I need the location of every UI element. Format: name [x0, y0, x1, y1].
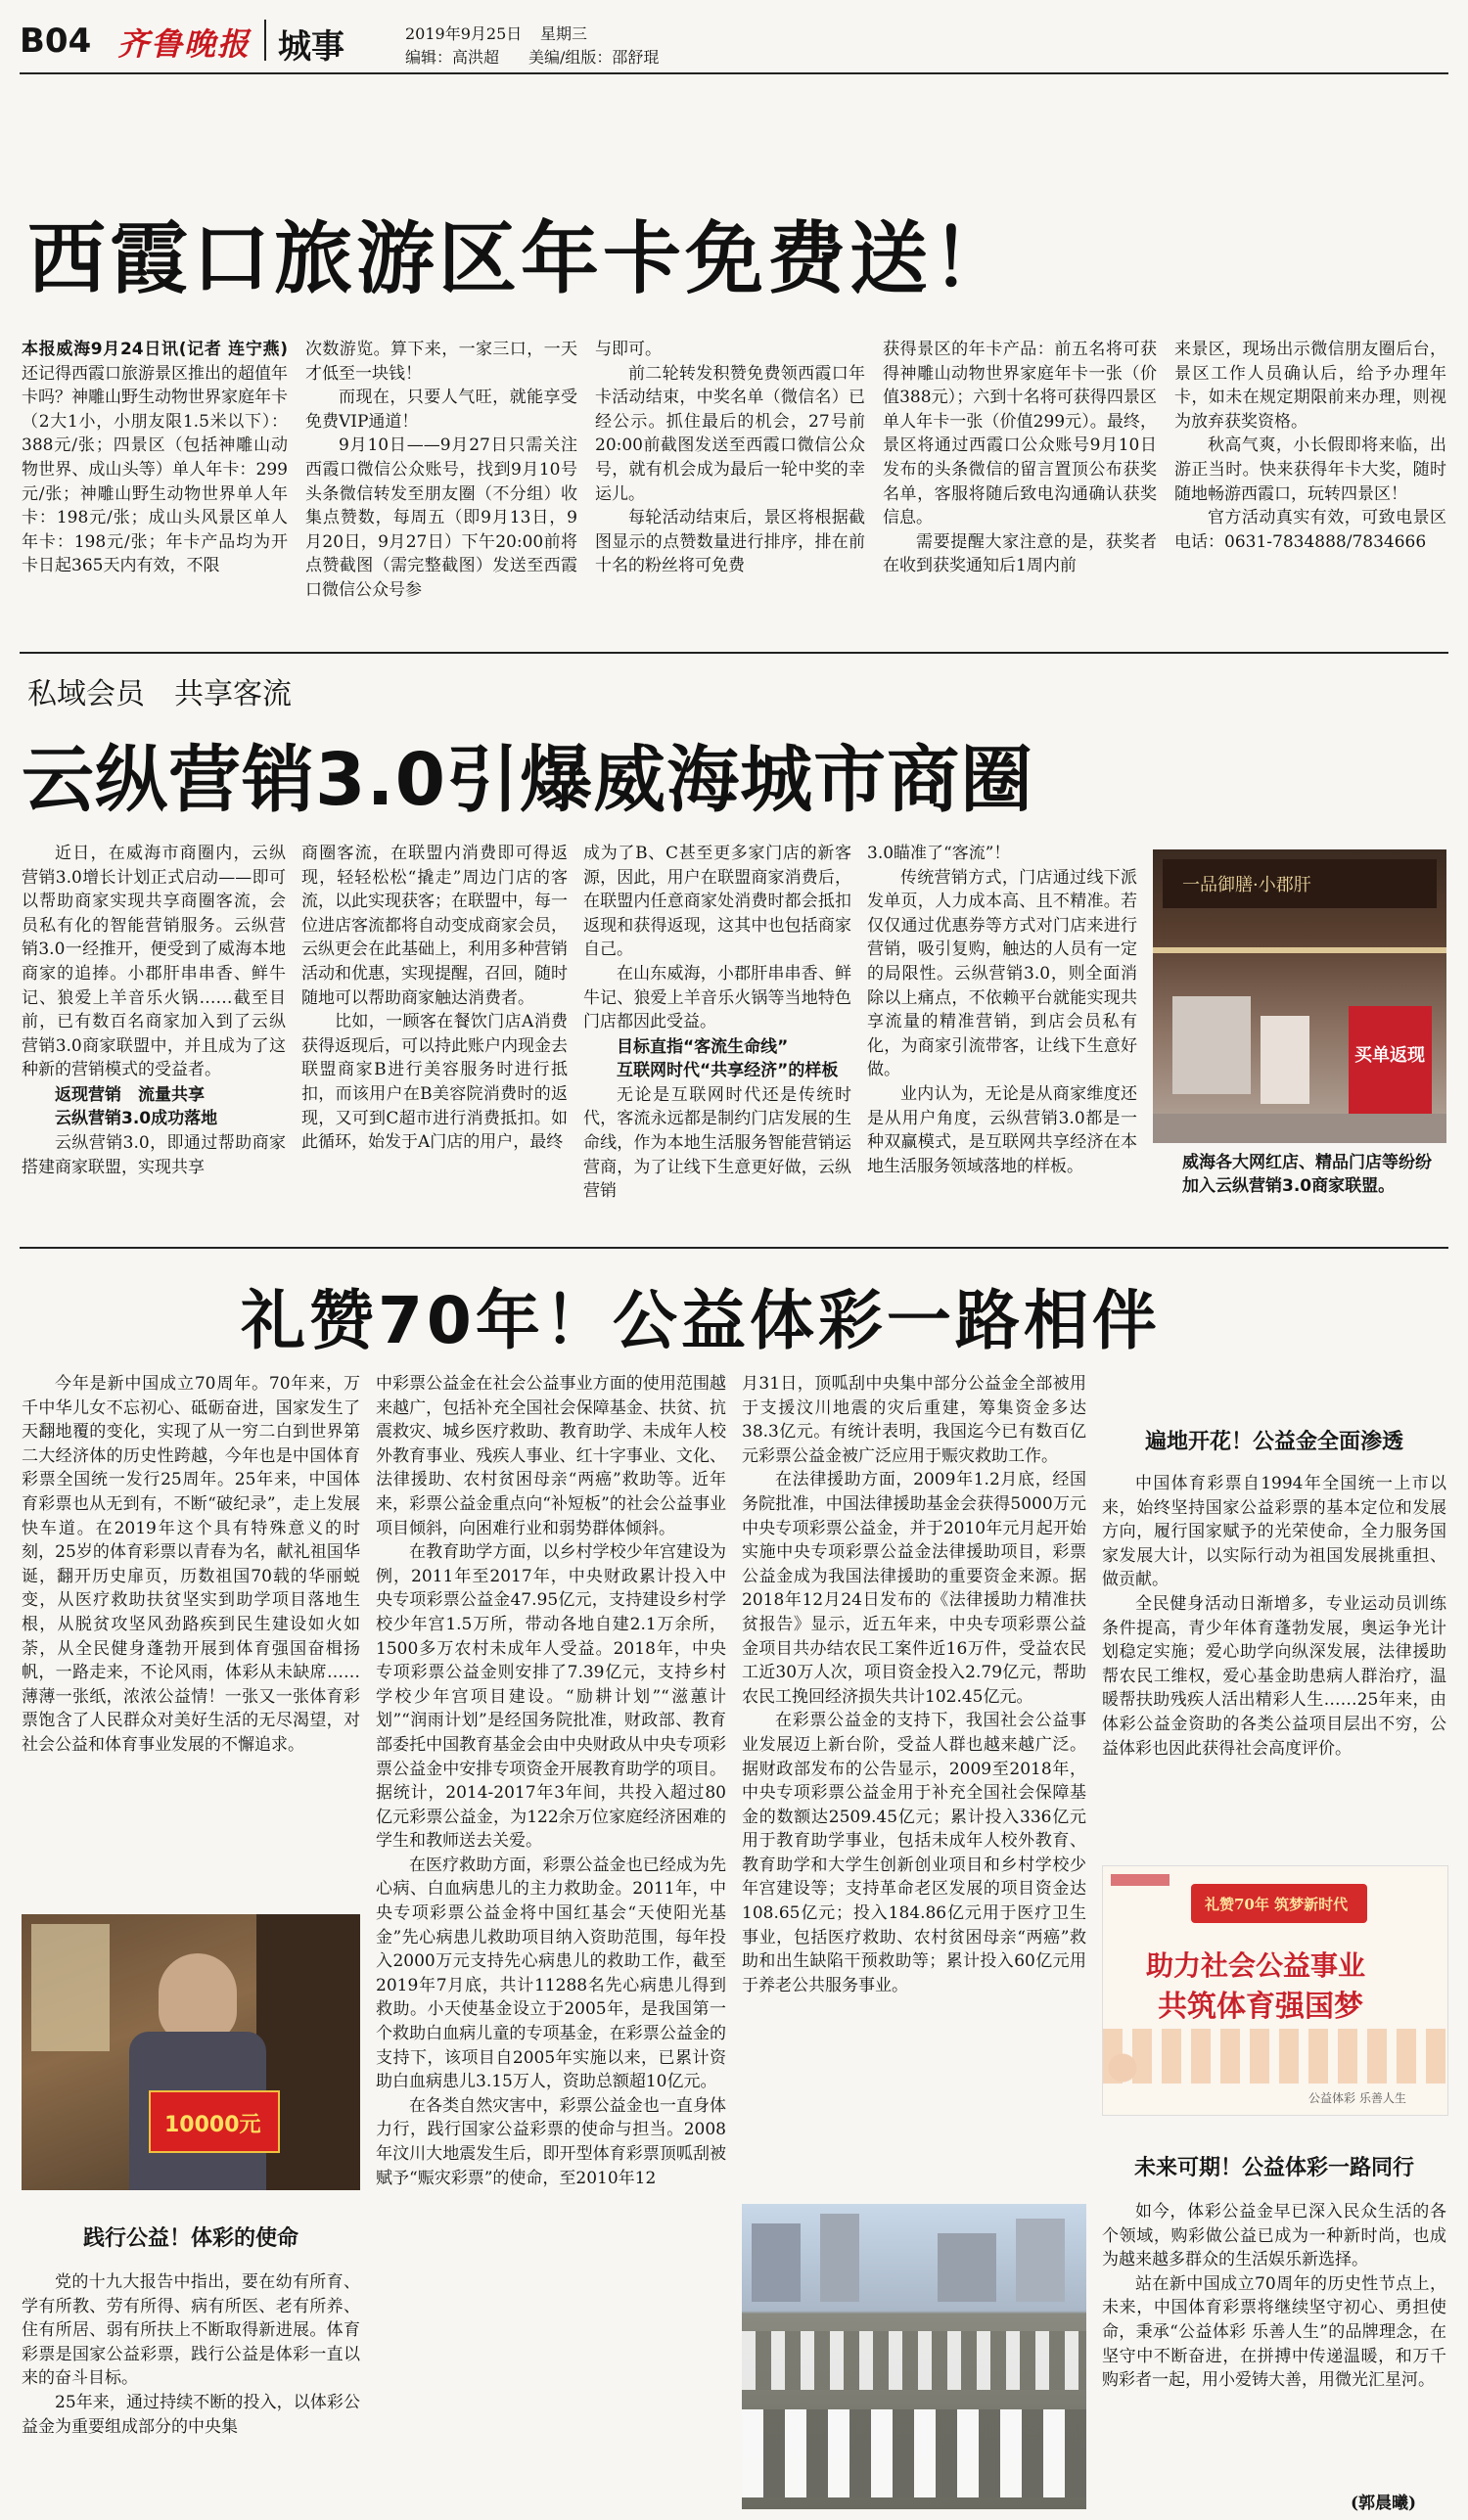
article1-headline: 西霞口旅游区年卡免费送！: [27, 213, 1014, 304]
article1-column-5: [1174, 338, 1446, 607]
article3-subhead-3: 未来可期！公益体彩一路同行: [1133, 2156, 1414, 2180]
article2-headline: 云纵营销3.0引爆威海城市商圈: [22, 738, 1034, 822]
article1-text: 来景区，现场出示微信朋友圈后台，景区工作人员确认后，给予办理年卡，如未在规定期限前来办理，则视为放弃获奖资格。: [1174, 340, 1446, 432]
section-name: 城事: [278, 27, 344, 67]
article2-text: 近日，在威海市商圈内，云纵营销3.0增长计划正式启动——即可以帮助商家实现共享商圈客流，会员私有化的智能营销服务。云纵营销3.0一经推开，便受到了威海本地商家的追捧。小郡肝串串香、鲜牛记、狼爱上羊音乐火锅……截至目前，已有数百名商家加入到了云纵营销3.0商家联盟中，并且成为了这种新的营销模式的受益者。: [22, 844, 286, 1080]
article2-text: 传统营销方式，门店通过线下派发单页，人力成本高、且不精准。若仅仅通过优惠券等方式对门店来进行营销，吸引复购，触达的人员有一定的局限性。云纵营销3.0，则全面消除以上痛点，不依赖平台就能实现共享流量的精准营销，到店会员私有化，为商家引流带客，让线下生意好做。: [867, 867, 1137, 1080]
article2-subhead: 返现营销 流量共享: [55, 1084, 205, 1105]
paper-logo: 齐鲁晚报: [117, 25, 252, 63]
issue-date: 2019年9月25日: [405, 24, 523, 43]
article2-text: 比如，一顾客在餐饮门店A消费获得返现后，可以持此账户内现金去联盟商家B进行美容服务时进行抵扣，而该用户在B美容院消费时的返现，又可到C超市进行消费抵扣。如此循环，始发于A门店的用户，最终: [301, 1012, 568, 1153]
article1-text: 还记得西霞口旅游景区推出的超值年卡吗？神雕山野生动物世界家庭年卡（2大1小，小朋友限1.5米以下）：388元/张；四景区（包括神雕山动物世界、成山头等）单人年卡：299元/张；神雕山野生动物世界单人年卡：198元/张；成山头风景区单人年卡：198元/张；年卡产品均为开卡日起365天内有效，不限: [22, 363, 288, 576]
article3-text: 在教育助学方面，以乡村学校少年宫建设为例，2011年至2017年，中央财政累计投入中央专项彩票公益金47.95亿元，支持建设乡村学校少年宫1.5万所，带动各地自建2.1万余所，1500多万农村未成年人受益。2018年，中央专项彩票公益金则安排了7.39亿元，支持乡村学校少年宫项目建设。“励耕计划”“滋蕙计划”“润雨计划”是经国务院批准，财政部、教育部委托中国教育基金会由中央财政从中央专项彩票公益金中安排专项资金开展教育助学的项目。据统计，2014-2017年3年间，共投入超过80亿元彩票公益金，为122余万位家庭经济困难的学生和教师送去关爱。: [376, 1542, 726, 1852]
article2-text: 成为了B、C甚至更多家门店的新客源，因此，用户在联盟商家消费后，在联盟内任意商家处消费时都会抵扣返现和获得返现，这其中也包括商家自己。: [583, 844, 851, 960]
article2-column-1: [22, 842, 286, 1206]
article3-text: 中彩票公益金在社会公益事业方面的使用范围越来越广，包括补充全国社会保障基金、扶贫、抗震救灾、城乡医疗救助、教育助学、未成年人校外教育事业、残疾人事业、红十字事业、文化、法律援助、农村贫困母亲“两癌”救助等。近年来，彩票公益金重点向“补短板”的社会公益事业项目倾斜，向困难行业和弱势群体倾斜。: [376, 1374, 726, 1538]
article1-text: 9月10日——9月27日只需关注西霞口微信公众账号，找到9月10号头条微信转发至朋友圈（不分组）收集点赞数，每周五（即9月13日，9月20日，9月27日）下午20:00前将点赞截图（需完整截图）发送至西霞口微信公众号参: [305, 435, 577, 600]
article1-text: 官方活动真实有效，可致电景区电话：0631-7834888/7834666: [1174, 508, 1446, 552]
article1-text: 需要提醒大家注意的是，获奖者在收到获奖通知后1周内前: [883, 531, 1157, 576]
article3-text: 全民健身活动日渐增多，专业运动员训练条件提高，青少年体育蓬勃发展，奥运争光计划稳定实施；爱心助学向纵深发展，法律援助帮农民工维权，爱心基金助患病人群治疗，温暖帮扶助残疾人活出精彩人生……25年来，由体彩公益金资助的各类公益项目层出不穷，公益体彩也因此获得社会高度评价。: [1102, 1593, 1446, 1759]
article3-text: 今年是新中国成立70周年。70年来，万千中华儿女不忘初心、砥砺奋进，国家发生了天翻地覆的变化，实现了从一穷二白到世界第二大经济体的历史性跨越，今年也是中国体育彩票全国统一发行25周年。25年来，中国体育彩票也从无到有，不断“破纪录”，走上发展快车道。在2019年这个具有特殊意义的时刻，25岁的体育彩票以青春为名，献礼祖国华诞，翻开历史扉页，历数祖国70载的华丽蜕变，从医疗救助扶贫坚实到助学项目落地生根，从脱贫攻坚风劲路疾到民生建设如火如荼，从全民健身蓬勃开展到体育强国奋楫扬帆，一路走来，不论风雨，体彩从未缺席……薄薄一张纸，浓浓公益情！一张又一张体育彩票饱含了人民群众对美好生活的无尽渴望，对社会公益和体育事业发展的不懈追求。: [22, 1374, 360, 1755]
lottery-poster: [1102, 1865, 1448, 2116]
article3-column-4b: [1102, 2200, 1446, 2490]
article1-text: 与即可。: [595, 340, 662, 359]
article1-column-1: [22, 338, 288, 607]
article3-column-4: [1102, 1472, 1446, 1844]
article3-column-3: [742, 1372, 1086, 2194]
article2-text: 无论是互联网时代还是传统时代，客流永远都是制约门店发展的生命线，作为本地生活服务智能营销运营商，为了让线下生意更好做，云纵营销: [583, 1084, 851, 1202]
design-credit: 美编/组版：邵舒琨: [528, 48, 660, 67]
article3-text: 月31日，顶呱刮中央集中部分公益金全部被用于支援汶川地震的灾后重建，筹集资金多达38.3亿元。有统计表明，我国迄今已有数百亿元彩票公益金被广泛应用于赈灾救助工作。: [742, 1374, 1086, 1466]
article2-column-4: [867, 842, 1137, 1206]
article3-photo-2: [742, 2204, 1086, 2509]
exercisers-row: [742, 2331, 1086, 2390]
editor-credit: 编辑：高洪超: [405, 48, 500, 67]
article3-column-1: [22, 1372, 360, 1905]
article3-text: 在法律援助方面，2009年1.2月底，经国务院批准，中国法律援助基金会获得5000万元中央专项彩票公益金，并于2010年元月起开始实施中央专项彩票公益金法律援助项目，彩票公益金成为我国法律援助的重要资金来源。据2018年12月24日发布的《法律援助力精准扶贫报告》显示，近五年来，中央专项彩票公益金项目共办结农民工案件近16万件，受益农民工近30万人次，项目资金投入2.79亿元，帮助农民工挽回经济损失共计102.45亿元。: [742, 1470, 1086, 1707]
article3-text: 如今，体彩公益金早已深入民众生活的各个领域，购彩做公益已成为一种新时尚，也成为越来越多群众的生活娱乐新选择。: [1102, 2202, 1446, 2270]
article1-column-3: [595, 338, 865, 607]
article3-text: 党的十九大报告中指出，要在幼有所育、学有所教、劳有所得、病有所医、老有所养、住有所居、弱有所扶上不断取得新进展。体育彩票是国家公益彩票，践行公益是体彩一直以来的奋斗目标。: [22, 2272, 360, 2389]
article2-text: 云纵营销3.0，即通过帮助商家搭建商家联盟，实现共享: [22, 1132, 286, 1177]
article2-subhead: 云纵营销3.0成功落地: [55, 1108, 218, 1128]
article1-column-2: [305, 338, 577, 607]
article3-text: 25年来，通过持续不断的投入，以体彩公益金为重要组成部分的中央集: [22, 2392, 360, 2437]
donation-board: [149, 2090, 280, 2153]
page-number: B04: [20, 22, 92, 61]
poster-line-2: 共筑体育强国梦: [1158, 1990, 1363, 2024]
article3-text: 中国体育彩票自1994年全国统一上市以来，始终坚持国家公益彩票的基本定位和发展方向，履行国家赋予的光荣使命，全力服务国家发展大计，以实际行动为祖国发展挑重担、做贡献。: [1102, 1474, 1446, 1590]
shop-sign: 一品御膳·小郡肝: [1182, 875, 1311, 895]
article3-subhead-1: 践行公益！体彩的使命: [82, 2226, 298, 2251]
donation-amount: 10000元: [164, 2113, 261, 2137]
article1-text: 秋高气爽，小长假即将来临，出游正当时。快来获得年卡大奖，随时随地畅游西霞口，玩转四景区！: [1174, 435, 1446, 504]
article2-caption: 威海各大网红店、精品门店等纷纷加入云纵营销3.0商家联盟。: [1182, 1153, 1432, 1196]
article3-byline: (郭晨曦): [1351, 2494, 1417, 2513]
poster-bottom: 公益体彩 乐善人生: [1308, 2091, 1406, 2105]
promo-standee: [1349, 1006, 1432, 1123]
masthead-rule: [20, 72, 1448, 74]
poster-line-1: 助力社会公益事业: [1146, 1949, 1366, 1982]
article2-kicker: 私域会员 共享客流: [27, 677, 292, 711]
article3-headline: 礼赞70年！公益体彩一路相伴: [241, 1283, 1161, 1358]
article2-text: 业内认为，无论是从商家维度还是从用户角度，云纵营销3.0都是一种双赢模式，是互联网共享经济在本地生活服务领域落地的样板。: [867, 1083, 1137, 1176]
article3-column-1b: [22, 2270, 360, 2510]
masthead: [20, 14, 1448, 70]
article1-text: 而现在，只要人气旺，就能享受免费VIP通道！: [305, 388, 577, 432]
poster-hands: [1103, 2029, 1447, 2084]
promo-banner: 买单返现: [1354, 1045, 1425, 1066]
article1-text: 前二轮转发积赞免费领西霞口年卡活动结束，中奖名单（微信名）已经公示。抓住最后的机会，27号前20:00前截图发送至西霞口微信公众号，就有机会成为最后一轮中奖的幸运儿。: [595, 363, 865, 504]
article2-column-2: [301, 842, 568, 1206]
article2-text: 3.0瞄准了“客流”！: [867, 844, 1011, 863]
exercisers-row: [742, 2409, 1086, 2497]
article3-text: 在医疗救助方面，彩票公益金也已经成为先心病、白血病患儿的主力救助金。2011年，中央专项彩票公益金将中国红基会“天使阳光基金”先心病患儿救助项目纳入资助范围，每年投入2000万元支持先心病患儿的救助工作，截至2019年7月底，共计11288名先心病患儿得到救助。小天使基金设立于2005年，是我国第一个救助白血病儿童的专项基金，在彩票公益金的支持下，该项目自2005年实施以来，已累计资助白血病患儿3.15万人，资助总额超10亿元。: [376, 1855, 726, 2092]
issue-weekday: 星期三: [540, 24, 588, 43]
article1-text: 获得景区的年卡产品：前五名将可获得神雕山动物世界家庭年卡一张（价值388元）；六到十名将可获得四景区单人年卡一张（价值299元）。最终，景区将通过西霞口公众账号9月10日发布的头条微信的留言置顶公布获奖名单，客服将随后致电沟通确认获奖信息。: [883, 340, 1157, 528]
article2-column-3: [583, 842, 851, 1206]
section-rule: [20, 1247, 1448, 1249]
poster-top: 礼赞70年 筑梦新时代: [1205, 1896, 1349, 1913]
article1-column-4: [883, 338, 1157, 607]
article3-text: 在彩票公益金的支持下，我国社会公益事业发展迈上新台阶，受益人群也越来越广泛。据财政部发布的公告显示，2009至2018年，中央专项彩票公益金用于补充全国社会保障基金的数额达2509.45亿元；累计投入336亿元用于教育助学事业，包括未成年人校外教育、教育助学和大学生创新创业项目和乡村学校少年宫建设等；支持革命老区发展的项目资金达108.65亿元；投入184.86亿元用于医疗卫生事业，包括医疗救助、农村贫困母亲“两癌”救助和出生缺陷干预救助等；累计投入60亿元用于养老公共服务事业。: [742, 1711, 1086, 1995]
article1-text: 次数游览。算下来，一家三口，一天才低至一块钱！: [305, 340, 577, 384]
person-figure: [159, 1953, 237, 2041]
article3-text: 在各类自然灾害中，彩票公益金也一直身体力行，践行国家公益彩票的使命与担当。2008年汶川大地震发生后，即开型体育彩票顶呱刮被赋予“赈灾彩票”的使命，至2010年12: [376, 2095, 726, 2188]
article3-photo-1: [22, 1914, 360, 2190]
article2-text: 商圈客流，在联盟内消费即可得返现，轻轻松松“撬走”周边门店的客流，以此实现获客；在联盟中，每一位进店客流都将自动变成商家会员，云纵更会在此基础上，利用多种营销活动和优惠，实现提醒，召回，随时随地可以帮助商家触达消费者。: [301, 844, 568, 1008]
article3-text: 站在新中国成立70周年的历史性节点上，未来，中国体育彩票将继续坚守初心、勇担使命，秉承“公益体彩 乐善人生”的品牌理念，在坚守中不断奋进，在拼搏中传递温暖，和万千购彩者一起，用小爱铸大善，用微光汇星河。: [1102, 2273, 1446, 2391]
article2-subhead: 目标直指“客流生命线”: [617, 1036, 789, 1057]
article2-subhead: 互联网时代“共享经济”的样板: [617, 1060, 839, 1080]
article1-text: 每轮活动结束后，景区将根据截图显示的点赞数量进行排序，排在前十名的粉丝将可免费: [595, 508, 865, 576]
article3-column-2: [376, 1372, 726, 2510]
article2-photo: [1153, 849, 1446, 1143]
section-rule: [20, 652, 1448, 654]
article1-dateline: 本报威海9月24日讯(记者 连宁燕): [22, 340, 288, 359]
article2-text: 在山东威海，小郡肝串串香、鲜牛记、狼爱上羊音乐火锅等当地特色门店都因此受益。: [583, 963, 851, 1032]
article3-subhead-2: 遍地开花！公益金全面渗透: [1144, 1430, 1403, 1454]
